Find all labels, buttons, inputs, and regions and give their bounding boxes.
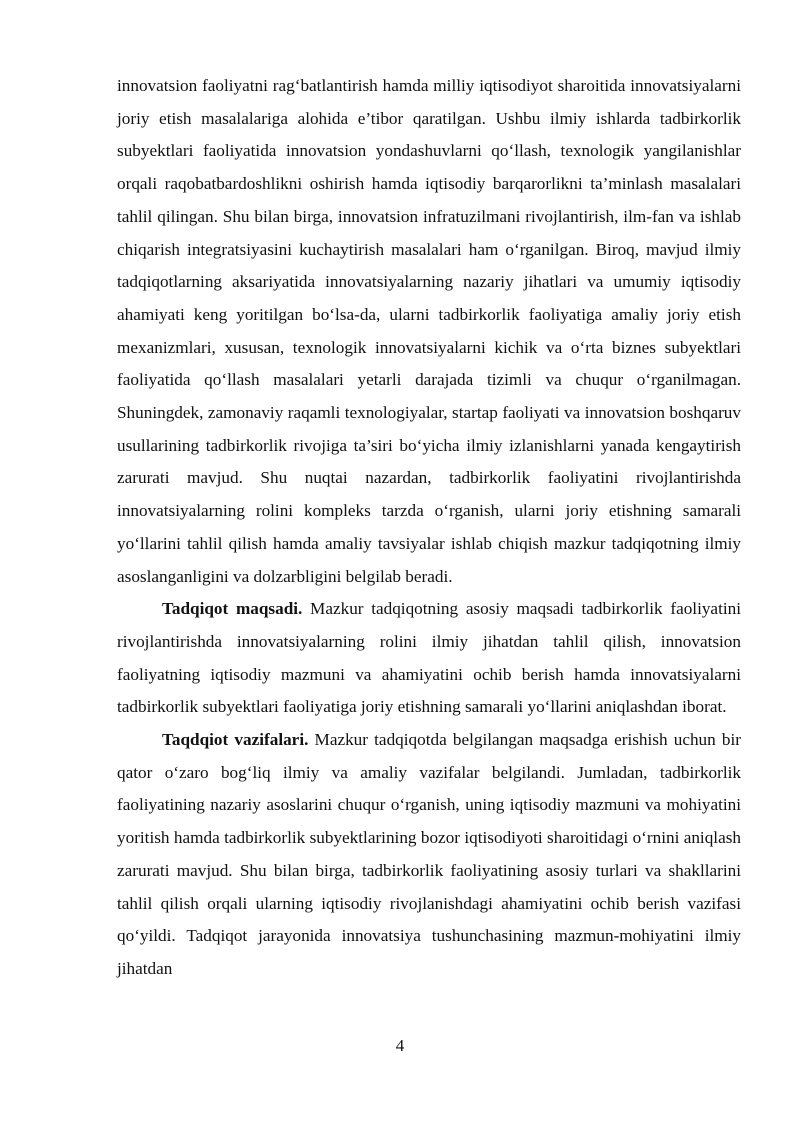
paragraph-text: Mazkur tadqiqotning asosiy maqsadi tadbirkorlik faoliyatini rivojlantirishda innovatsiyalarning rolini ilmiy jihatdan tahlil qilish, innovatsion faoliyatning iqtisodiy mazmuni va ahamiyatini ochib berish hamda innovatsiyalarni tadbirkorlik subyektlari faoliyatiga joriy etishning samarali yo‘llarini aniqlashdan iborat. <box>117 599 741 717</box>
paragraph-text: innovatsion faoliyatni rag‘batlantirish hamda milliy iqtisodiyot sharoitida innovatsiyalarni joriy etish masalalariga alohida e’tibor qaratilgan. Ushbu ilmiy ishlarda tadbirkorlik subyektlari faoliyatida innovatsion yondashuvlarni qo‘llash, texnologik yangilanishlar orqali raqobatbardoshlikni oshirish hamda iqtisodiy barqarorlikni ta’minlash masalalari tahlil qilingan. Shu bilan birga, innovatsion infratuzilmani rivojlantirish, ilm-fan va ishlab chiqarish integratsiyasini kuchaytirish masalalari ham o‘rganilgan. Biroq, mavjud ilmiy tadqiqotlarning aksariyatida innovatsiyalarning nazariy jihatlari va umumiy iqtisodiy ahamiyati keng yoritilgan bo‘lsa-da, ularni tadbirkorlik faoliyatiga amaliy joriy etish mexanizmlari, xususan, texnologik innovatsiyalarni kichik va o‘rta biznes subyektlari faoliyatida qo‘llash masalalari yetarli darajada tizimli va chuqur o‘rganilmagan. Shuningdek, zamonaviy raqamli texnologiyalar, startap faoliyati va innovatsion boshqaruv usullarining tadbirkorlik rivojiga ta’siri bo‘yicha ilmiy izlanishlarni yanada kengaytirish zarurati mavjud. Shu nuqtai nazardan, tadbirkorlik faoliyatini rivojlantirishda innovatsiyalarning rolini kompleks tarzda o‘rganish, ularni joriy etishning samarali yo‘llarini tahlil qilish hamda amaliy tavsiyalar ishlab chiqish mazkur tadqiqotning ilmiy asoslanganligini va dolzarbligini belgilab beradi. <box>117 76 741 586</box>
body-text <box>117 70 741 986</box>
paragraph-research-tasks <box>117 724 741 986</box>
paragraph-research-goal <box>117 593 741 724</box>
section-heading-tasks: Taqdqiot vazifalari. <box>162 730 309 750</box>
paragraph-literature-review <box>117 70 741 593</box>
paragraph-text: Mazkur tadqiqotda belgilangan maqsadga erishish uchun bir qator o‘zaro bog‘liq ilmiy va amaliy vazifalar belgilandi. Jumladan, tadbirkorlik faoliyatining nazariy asoslarini chuqur o‘rganish, uning iqtisodiy mazmuni va mohiyatini yoritish hamda tadbirkorlik subyektlarining bozor iqtisodiyoti sharoitidagi o‘rnini aniqlash zarurati mavjud. Shu bilan birga, tadbirkorlik faoliyatining asosiy turlari va shakllarini tahlil qilish orqali ularning iqtisodiy rivojlanishdagi ahamiyatini ochib berish vazifasi qo‘yildi. Tadqiqot jarayonida innovatsiya tushunchasining mazmun-mohiyatini ilmiy jihatdan <box>117 730 741 978</box>
page-number: 4 <box>395 1036 405 1055</box>
section-heading-goal: Tadqiqot maqsadi. <box>162 599 303 619</box>
